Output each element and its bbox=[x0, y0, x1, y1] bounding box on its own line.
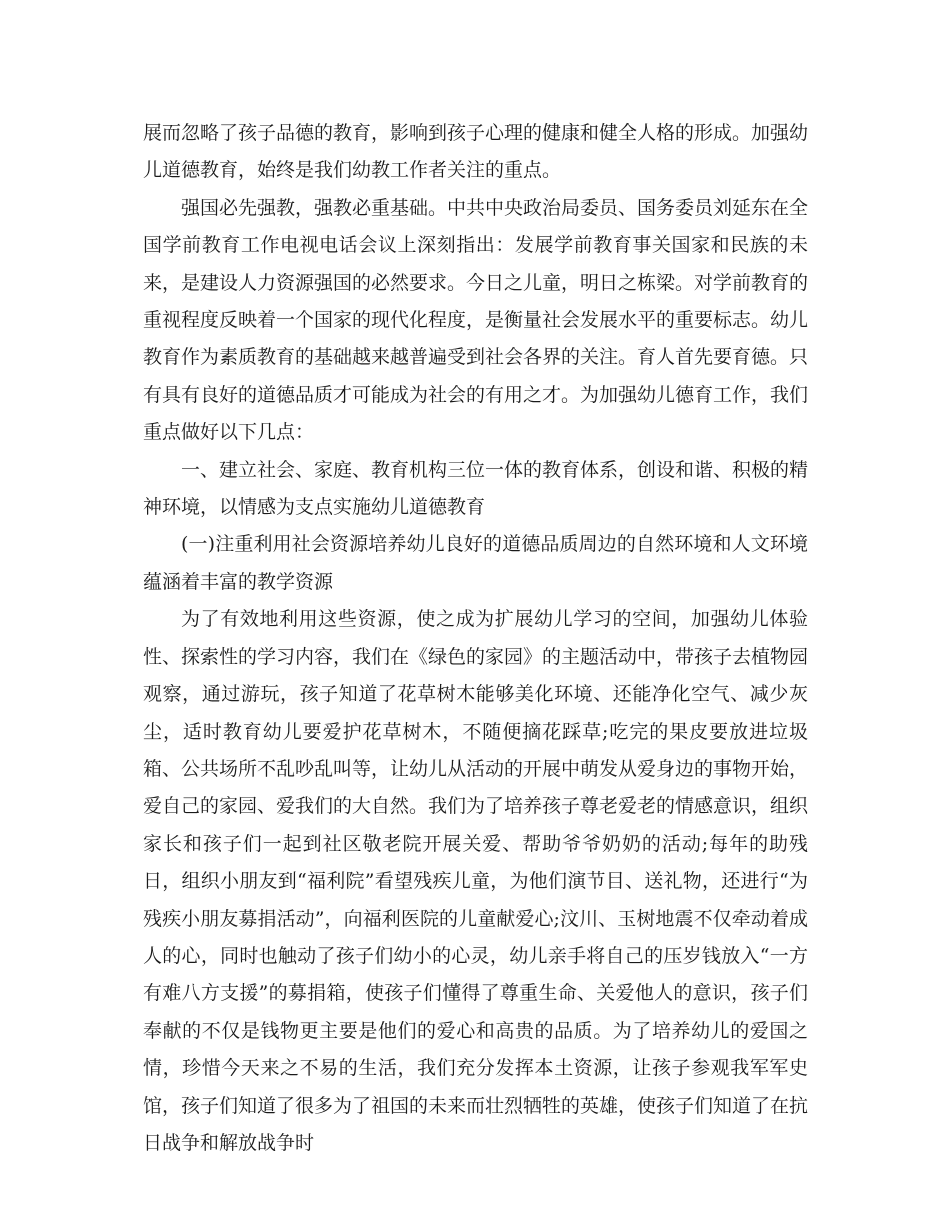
document-body bbox=[143, 115, 808, 1162]
heading-section-one: 一、建立社会、家庭、教育机构三位一体的教育体系，创设和谐、积极的精神环境，以情感为支点实施幼儿道德教育 bbox=[143, 458, 809, 519]
paragraph-resources: 为了有效地利用这些资源，使之成为扩展幼儿学习的空间，加强幼儿体验性、探索性的学习内容，我们在《绿色的家园》的主题活动中，带孩子去植物园观察，通过游玩，孩子知道了花草树木能够美化环境、还能净化空气、减少灰尘，适时教育幼儿要爱护花草树木，不随便摘花踩草;吃完的果皮要放进垃圾箱、公共场所不乱吵乱叫等，让幼儿从活动的开展中萌发从爱身边的事物开始，爱自己的家园、爱我们的大自然。我们为了培养孩子尊老爱老的情感意识，组织家长和孩子们一起到社区敬老院开展关爱、帮助爷爷奶奶的活动;每年的助残日，组织小朋友到“福利院”看望残疾儿童，为他们演节目、送礼物，还进行“为残疾小朋友募捐活动”，向福利医院的儿童献爱心;汶川、玉树地震不仅牵动着成人的心，同时也触动了孩子们幼小的心灵，幼儿亲手将自己的压岁钱放入“一方有难八方支援”的募捐箱，使孩子们懂得了尊重生命、关爱他人的意识，孩子们奉献的不仅是钱物更主要是他们的爱心和高贵的品质。为了培养幼儿的爱国之情，珍惜今天来之不易的生活，我们充分发挥本土资源，让孩子参观我军军史馆，孩子们知道了很多为了祖国的未来而壮烈牺牲的英雄，使孩子们知道了在抗日战争和解放战争时 bbox=[143, 608, 809, 1154]
heading-subsection-one: (一)注重利用社会资源培养幼儿良好的道德品质周边的自然环境和人文环境蕴涵着丰富的教学资源 bbox=[143, 533, 808, 593]
paragraph-strong-nation: 强国必先强教，强教必重基础。中共中央政治局委员、国务委员刘延东在全国学前教育工作电视电话会议上深刻指出：发展学前教育事关国家和民族的未来，是建设人力资源强国的必然要求。今日之儿童，明日之栋梁。对学前教育的重视程度反映着一个国家的现代化程度，是衡量社会发展水平的重要标志。幼儿教育作为素质教育的基础越来越普遍受到社会各界的关注。育人首先要育德。只有具有良好的道德品质才可能成为社会的有用之才。为加强幼儿德育工作，我们重点做好以下几点： bbox=[143, 196, 809, 444]
paragraph-continuation: 展而忽略了孩子品德的教育，影响到孩子心理的健康和健全人格的形成。加强幼儿道德教育，始终是我们幼教工作者关注的重点。 bbox=[143, 122, 809, 182]
